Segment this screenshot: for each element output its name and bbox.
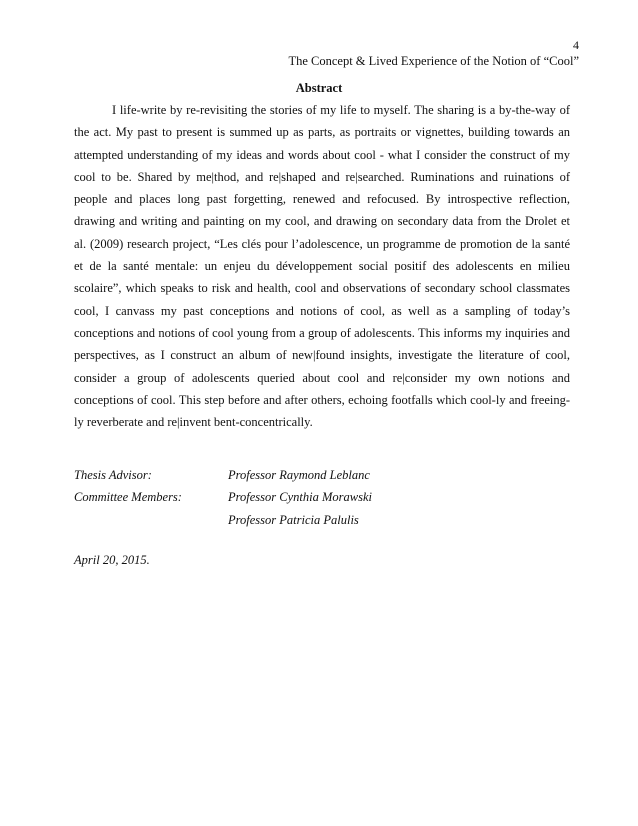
- committee-member-name: Professor Patricia Palulis: [228, 512, 359, 527]
- running-head: The Concept & Lived Experience of the Notion of “Cool”: [288, 54, 579, 68]
- committee-members-row: [74, 486, 554, 508]
- abstract-body: I life-write by re-revisiting the stories of my life to myself. The sharing is a by-the-way of the act. My past to present is summed up as parts, as portraits or vignettes, building towards an attempted understanding of my ideas and words about cool - what I consider the construct of my cool to be. Shared by me|thod, and re|shaped and re|searched. Ruminations and ruinations of people and places long past forgetting, renewed and refocused. By introspective reflection, drawing and writing and painting on my cool, and drawing on secondary data from the Drolet et al. (2009) research project, “Les clés pour l’adolescence, un programme de promotion de la santé et de la santé mentale: un enjeu du développement social positif des adolescents en milieu scolaire”, which speaks to risk and health, cool and observations of secondary school classmates cool, I canvass my past conceptions and notions of cool, as well as a sampling of today’s conceptions and notions of cool young from a group of adolescents. This informs my inquiries and perspectives, as I construct an album of new|found insights, investigate the literature of cool, consider a group of adolescents queried about cool and re|consider my own notions and conceptions of cool. This step before and after others, echoing footfalls which cool-ly and freeing-ly reverberate and re|invent bent-concentrically.: [74, 103, 570, 430]
- committee-label-spacer: [74, 509, 228, 531]
- committee-members-label: Committee Members:: [74, 490, 182, 505]
- abstract-title: Abstract: [295, 81, 343, 95]
- advisor-name: Professor Raymond Leblanc: [228, 468, 370, 482]
- advisor-row: [74, 464, 554, 486]
- committee-member-name: Professor Cynthia Morawski: [228, 490, 372, 505]
- page-number: 4: [573, 38, 579, 52]
- committee-block: [74, 464, 554, 531]
- advisor-label: Thesis Advisor:: [74, 468, 152, 482]
- submission-date: April 20, 2015.: [74, 553, 150, 567]
- committee-members-row: [74, 509, 554, 531]
